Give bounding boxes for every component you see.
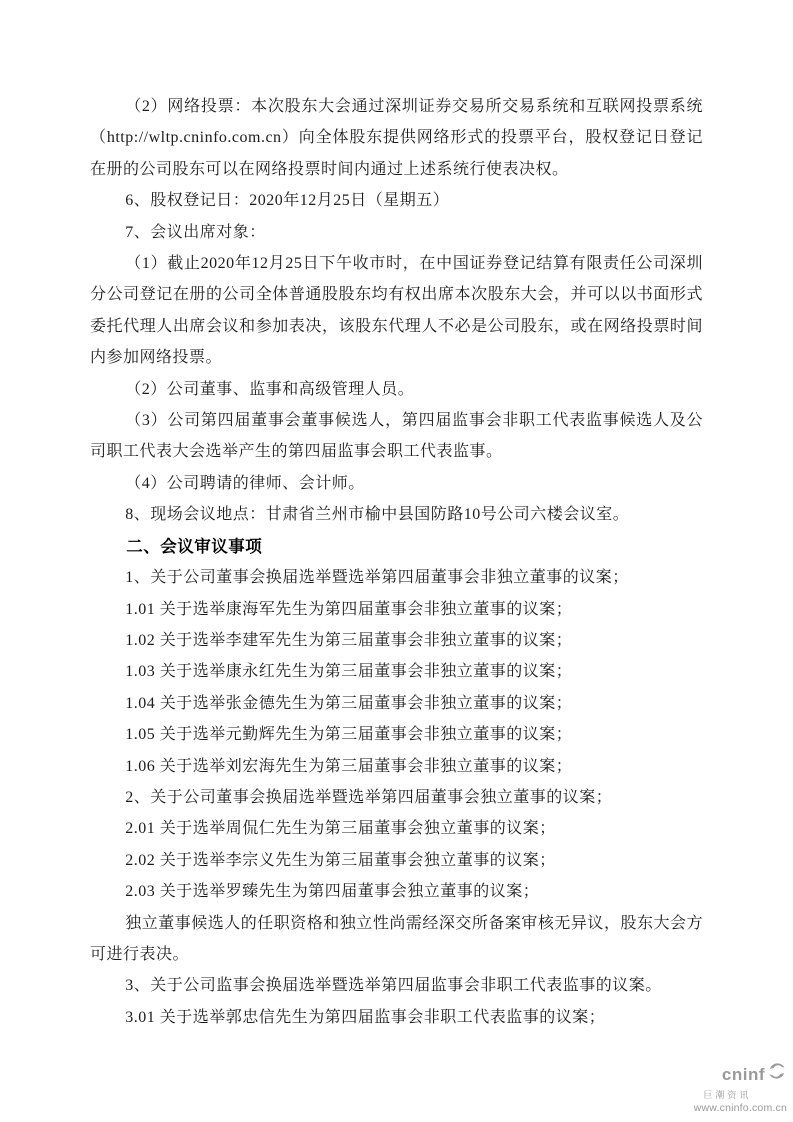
cninfo-logo-text: cninf — [721, 1065, 765, 1085]
paragraph: 1.02 关于选举李建军先生为第三届董事会非独立董事的议案； — [125, 631, 573, 649]
document-body — [90, 91, 703, 1033]
paragraph: （4）公司聘请的律师、会计师。 — [125, 474, 365, 492]
cninfo-logo-url: www.cninfo.com.cn — [693, 1101, 787, 1114]
paragraph: 1.01 关于选举康海军先生为第四届董事会非独立董事的议案； — [125, 600, 573, 618]
paragraph: （2）网络投票：本次股东大会通过深圳证券交易所交易系统和互联网投票系统（http://wltp.cninfo.com.cn）向全体股东提供网络形式的投票平台，股权登记日登记在册的公司股东可以在网络投票时间内通过上述系统行使表决权。 — [90, 98, 703, 178]
paragraph: 1.04 关于选举张金德先生为第三届董事会非独立董事的议案； — [125, 694, 573, 712]
paragraph: 1.06 关于选举刘宏海先生为第三届董事会非独立董事的议案； — [125, 757, 573, 775]
paragraph: 3、关于公司监事会换届选举暨选举第四届监事会非职工代表监事的议案。 — [125, 977, 662, 995]
cninfo-logo-subtitle: 巨潮资讯 — [703, 1089, 752, 1100]
paragraph: 独立董事候选人的任职资格和独立性尚需经深交所备案审核无异议，股东大会方可进行表决。 — [90, 914, 703, 963]
section-heading: 二、会议审议事项 — [126, 536, 263, 556]
paragraph: 8、现场会议地点：甘肃省兰州市榆中县国防路10号公司六楼会议室。 — [125, 506, 630, 524]
paragraph: （3）公司第四届董事会董事候选人，第四届监事会非职工代表监事候选人及公司职工代表大会选举产生的第四届监事会职工代表监事。 — [90, 412, 703, 461]
paragraph: （2）公司董事、监事和高级管理人员。 — [125, 380, 415, 398]
paragraph: 7、会议出席对象： — [125, 223, 266, 241]
paragraph: 2.01 关于选举周侃仁先生为第三届董事会独立董事的议案； — [125, 820, 556, 838]
paragraph: 6、股权登记日：2020年12月25日（星期五） — [125, 192, 450, 210]
paragraph: 1.03 关于选举康永红先生为第三届董事会非独立董事的议案； — [125, 663, 573, 681]
cninfo-swirl-icon — [767, 1061, 787, 1086]
paragraph: 3.01 关于选举郭忠信先生为第四届监事会非职工代表监事的议案； — [125, 1008, 606, 1026]
paragraph: 1、关于公司董事会换届选举暨选举第四届董事会非独立董事的议案； — [125, 569, 629, 587]
paragraph: 2.03 关于选举罗臻先生为第四届董事会独立董事的议案； — [125, 883, 540, 901]
cninfo-logo — [694, 1061, 787, 1114]
paragraph: （1）截止2020年12月25日下午收市时，在中国证券登记结算有限责任公司深圳分公司登记在册的公司全体普通股股东均有权出席本次股东大会，并可以以书面形式委托代理人出席会议和参加表决，该股东代理人不必是公司股东，或在网络投票时间内参加网络投票。 — [90, 255, 703, 367]
paragraph: 2.02 关于选举李宗义先生为第三届董事会独立董事的议案； — [125, 851, 556, 869]
paragraph: 2、关于公司董事会换届选举暨选举第四届董事会独立董事的议案； — [125, 788, 613, 806]
paragraph: 1.05 关于选举元勤辉先生为第三届董事会非独立董事的议案； — [125, 726, 573, 744]
cninfo-logo-top — [694, 1061, 787, 1088]
